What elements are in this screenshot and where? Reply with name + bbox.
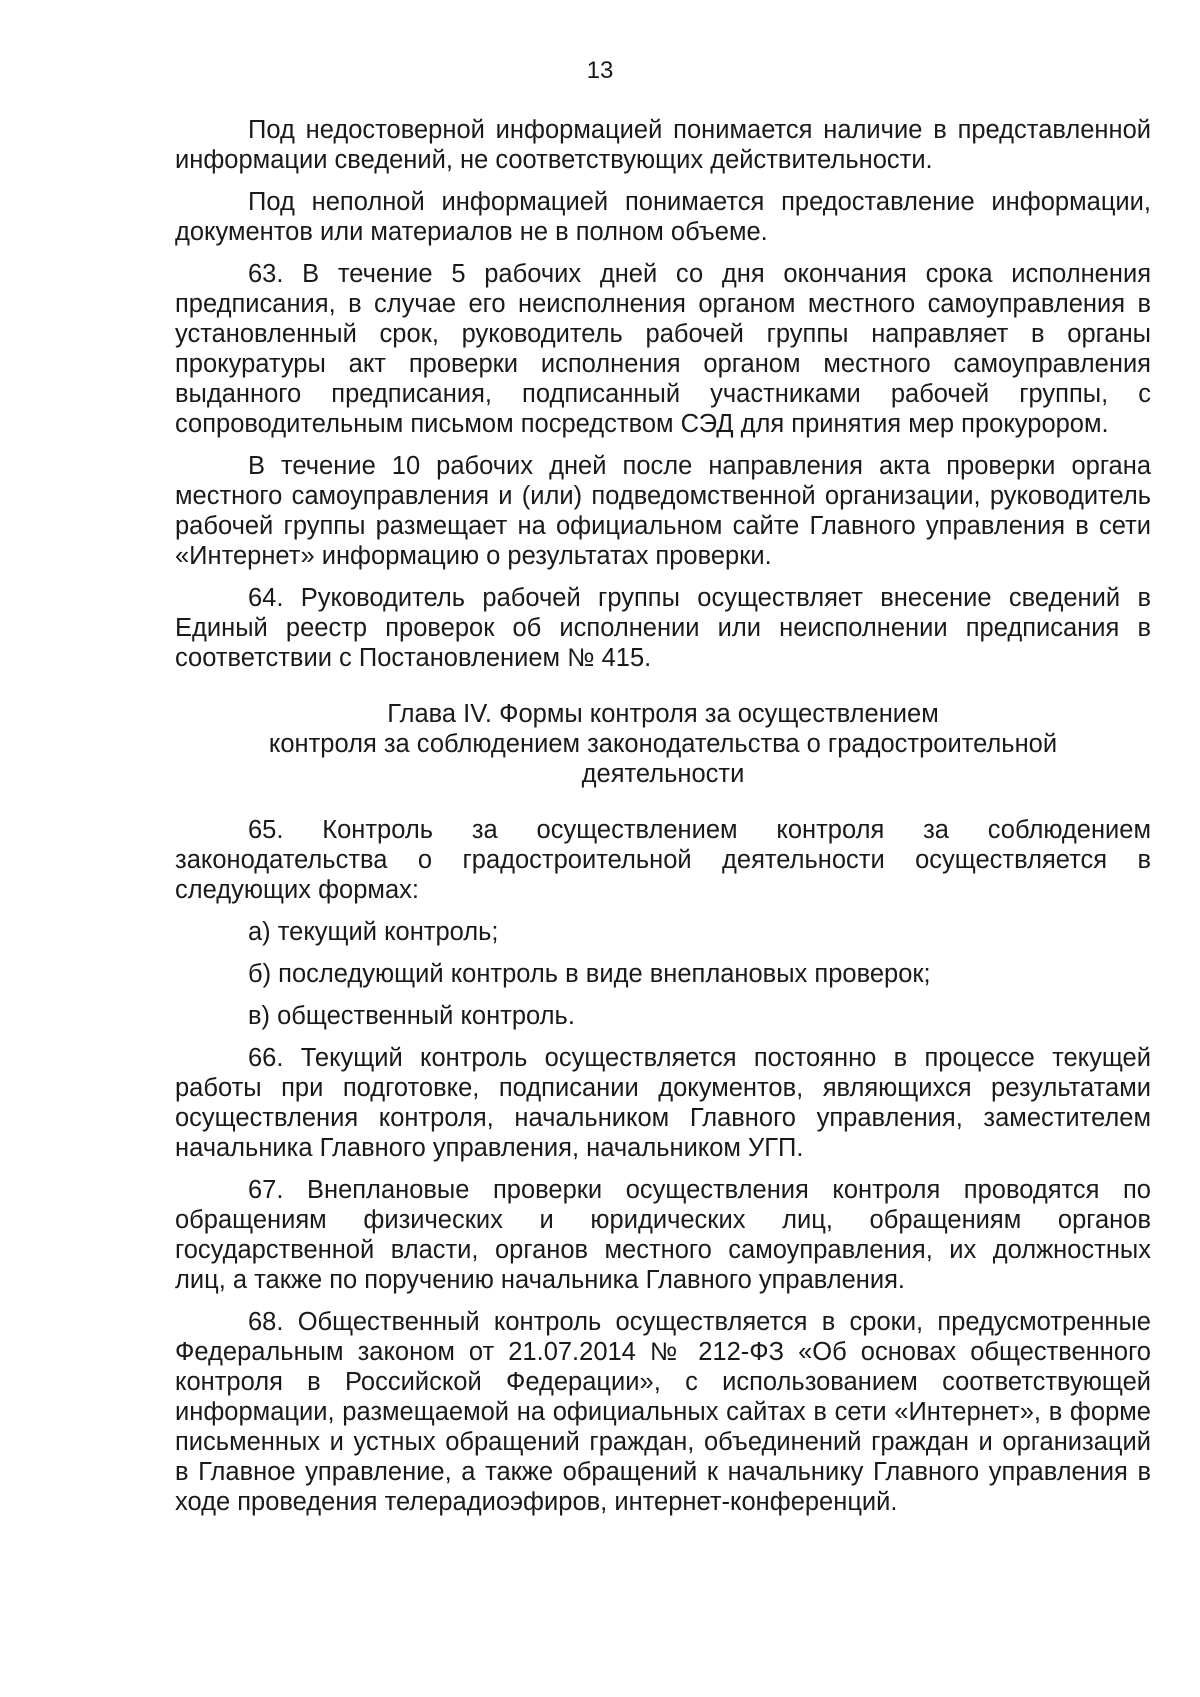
paragraph-64: 64. Руководитель рабочей группы осуществляет внесение сведений в Единый реестр проверок об исполнении или неисполнении предписания в соответствии с Постановлением № 415. [175, 584, 1151, 672]
list-item-subsequent-control: б) последующий контроль в виде внеплановых проверок; [248, 960, 931, 988]
document-body [175, 115, 1151, 1529]
paragraph-68: 68. Общественный контроль осуществляется в сроки, предусмотренные Федеральным законом от 21.07.2014 № 212-ФЗ «Об основах общественного контроля в Российской Федерации», с использованием соответствующей информации, размещаемой на официальных сайтах в сети «Интернет», в форме письменных и устных обращений граждан, объединений граждан и организаций в Главное управление, а также обращений к начальнику Главного управления в ходе проведения телерадиоэфиров, интернет-конференций. [175, 1308, 1151, 1516]
paragraph-63: 63. В течение 5 рабочих дней со дня окончания срока исполнения предписания, в случае его неисполнения органом местного самоуправления в установленный срок, руководитель рабочей группы направляет в органы прокуратуры акт проверки исполнения органом местного самоуправления выданного предписания, подписанный участниками рабочей группы, с сопроводительным письмом посредством СЭД для принятия мер прокурором. [175, 260, 1151, 438]
chapter-heading [175, 699, 1151, 789]
paragraph-unreliable-info: Под недостоверной информацией понимается наличие в представленной информации сведений, не соответствующих действительности. [175, 116, 1151, 174]
paragraph-incomplete-info: Под неполной информацией понимается предоставление информации, документов или материалов не в полном объеме. [175, 188, 1151, 246]
chapter-heading-line-3: деятельности [581, 760, 745, 788]
list-item-public-control: в) общественный контроль. [248, 1002, 575, 1030]
paragraph-67: 67. Внеплановые проверки осуществления контроля проводятся по обращениям физических и юридических лиц, обращениям органов государственной власти, органов местного самоуправления, их должностных лиц, а также по поручению начальника Главного управления. [175, 1176, 1151, 1294]
paragraph-63-continued: В течение 10 рабочих дней после направления акта проверки органа местного самоуправления и (или) подведомственной организации, руководитель рабочей группы размещает на официальном сайте Главного управления в сети «Интернет» информацию о результатах проверки. [175, 452, 1151, 570]
chapter-heading-line-1: Глава IV. Формы контроля за осуществлением [387, 700, 939, 728]
chapter-heading-line-2: контроля за соблюдением законодательства о градостроительной [268, 730, 1058, 758]
paragraph-66: 66. Текущий контроль осуществляется постоянно в процессе текущей работы при подготовке, подписании документов, являющихся результатами осуществления контроля, начальником Главного управления, заместителем начальника Главного управления, начальником УГП. [175, 1044, 1151, 1162]
page-number: 13 [586, 57, 614, 84]
paragraph-65: 65. Контроль за осуществлением контроля за соблюдением законодательства о градостроительной деятельности осуществляется в следующих формах: [175, 816, 1151, 904]
list-item-current-control: а) текущий контроль; [248, 918, 499, 946]
